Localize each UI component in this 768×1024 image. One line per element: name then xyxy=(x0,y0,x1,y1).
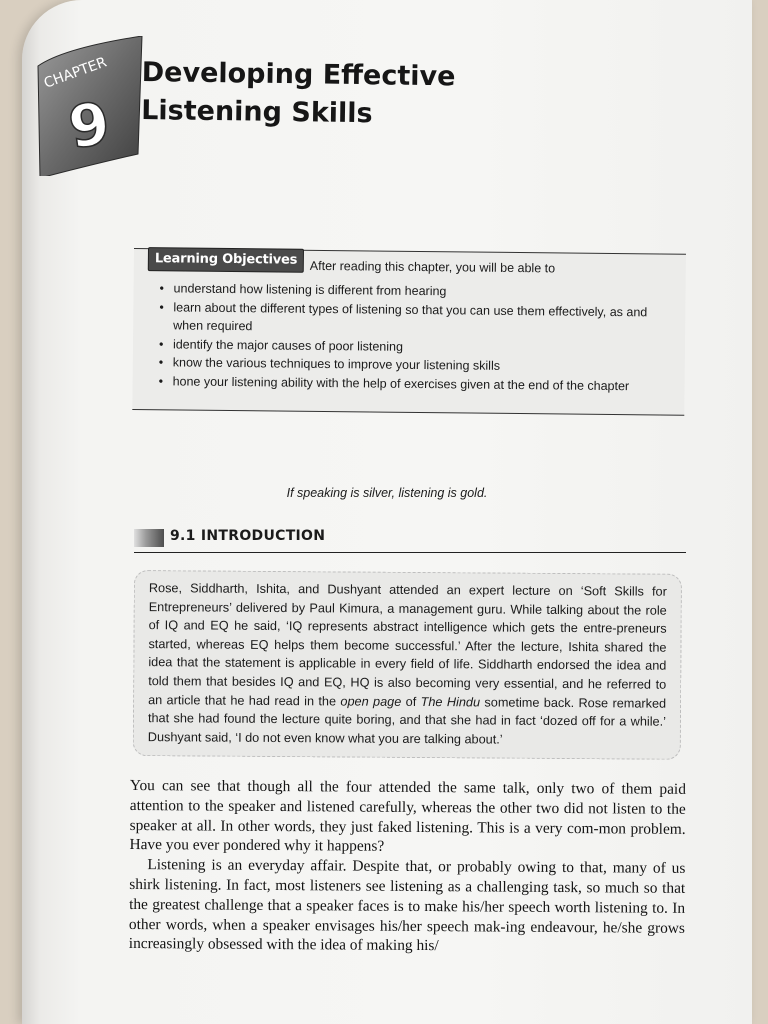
chapter-title-line1: Developing Effective xyxy=(141,56,456,93)
list-item: • know the various techniques to improve your listening skills xyxy=(159,353,679,377)
story-text-part: of xyxy=(405,694,417,709)
list-item: • hone your listening ability with the help of exercises given at the end of the chapter xyxy=(159,372,679,396)
story-text-part: sometime back. Rose remarked that she had found the lecture quite boring, and that she had in fact ‘dozed off for a while.’ Dushyant said, ‘I do not even know what you are talking about.’ xyxy=(147,695,667,747)
body-paragraph: You can see that though all the four attended the same talk, only two of them paid attention to the speaker and listened carefully, whereas the other two did not listen to the speaker at all. In other words, they just faked listening. This is a very com-mon problem. Have you ever pondered why it happens? xyxy=(129,777,686,856)
chapter-label: CHAPTER xyxy=(41,54,109,92)
section-marker xyxy=(134,529,164,547)
list-item: • learn about the different types of listening so that you can use them effectively, as and when required xyxy=(159,298,679,340)
list-item: • identify the major causes of poor listening xyxy=(159,335,679,359)
chapter-title xyxy=(141,54,456,134)
body-paragraph: Listening is an everyday affair. Despite that, or probably owing to that, many of us shirk listening. In fact, most listeners see listening as a challenging task, so much so that the greatest challenge that a speaker faces is to make his/her speech worth listening to. In other words, when a speaker envisages his/her speech mak-ing endeavour, he/she grows increasingly obsessed with the idea of making his/ xyxy=(128,856,686,955)
chapter-number: 9 xyxy=(64,88,114,162)
learning-objectives-list xyxy=(159,279,680,395)
case-story-text xyxy=(148,579,667,750)
body-text xyxy=(129,776,686,958)
chapter-title-line2: Listening Skills xyxy=(140,94,373,130)
section-heading xyxy=(134,524,686,553)
epigraph-quote: If speaking is silver, listening is gold. xyxy=(286,486,488,500)
chapter-tab xyxy=(34,36,144,176)
list-item: • understand how listening is different from hearing xyxy=(159,279,679,303)
story-emphasis: The Hindu xyxy=(420,694,481,709)
case-story-box xyxy=(133,570,682,760)
book-page xyxy=(22,0,752,1024)
learning-objectives-box xyxy=(132,248,686,416)
section-title: 9.1 INTRODUCTION xyxy=(170,528,326,544)
learning-objectives-badge: Learning Objectives xyxy=(148,247,305,273)
story-text-part: Rose, Siddharth, Ishita, and Dushyant attended an expert lecture on ‘Soft Skills for Entrepreneurs’ delivered by Paul Kimura, a management guru. While talking about the role of IQ and EQ he said, ‘IQ represents abstract intelligence which gets the entre-preneurs started, whereas EQ helps them become successful.’ After the lecture, Ishita shared the idea that the statement is applicable in every field of life. Siddharth endorsed the idea and told them that besides IQ and EQ, HQ is also becoming very essential, and he referred to an article that he had read in the xyxy=(148,581,667,708)
story-emphasis: open page xyxy=(340,694,402,709)
learning-objectives-intro: After reading this chapter, you will be able to xyxy=(309,258,556,276)
